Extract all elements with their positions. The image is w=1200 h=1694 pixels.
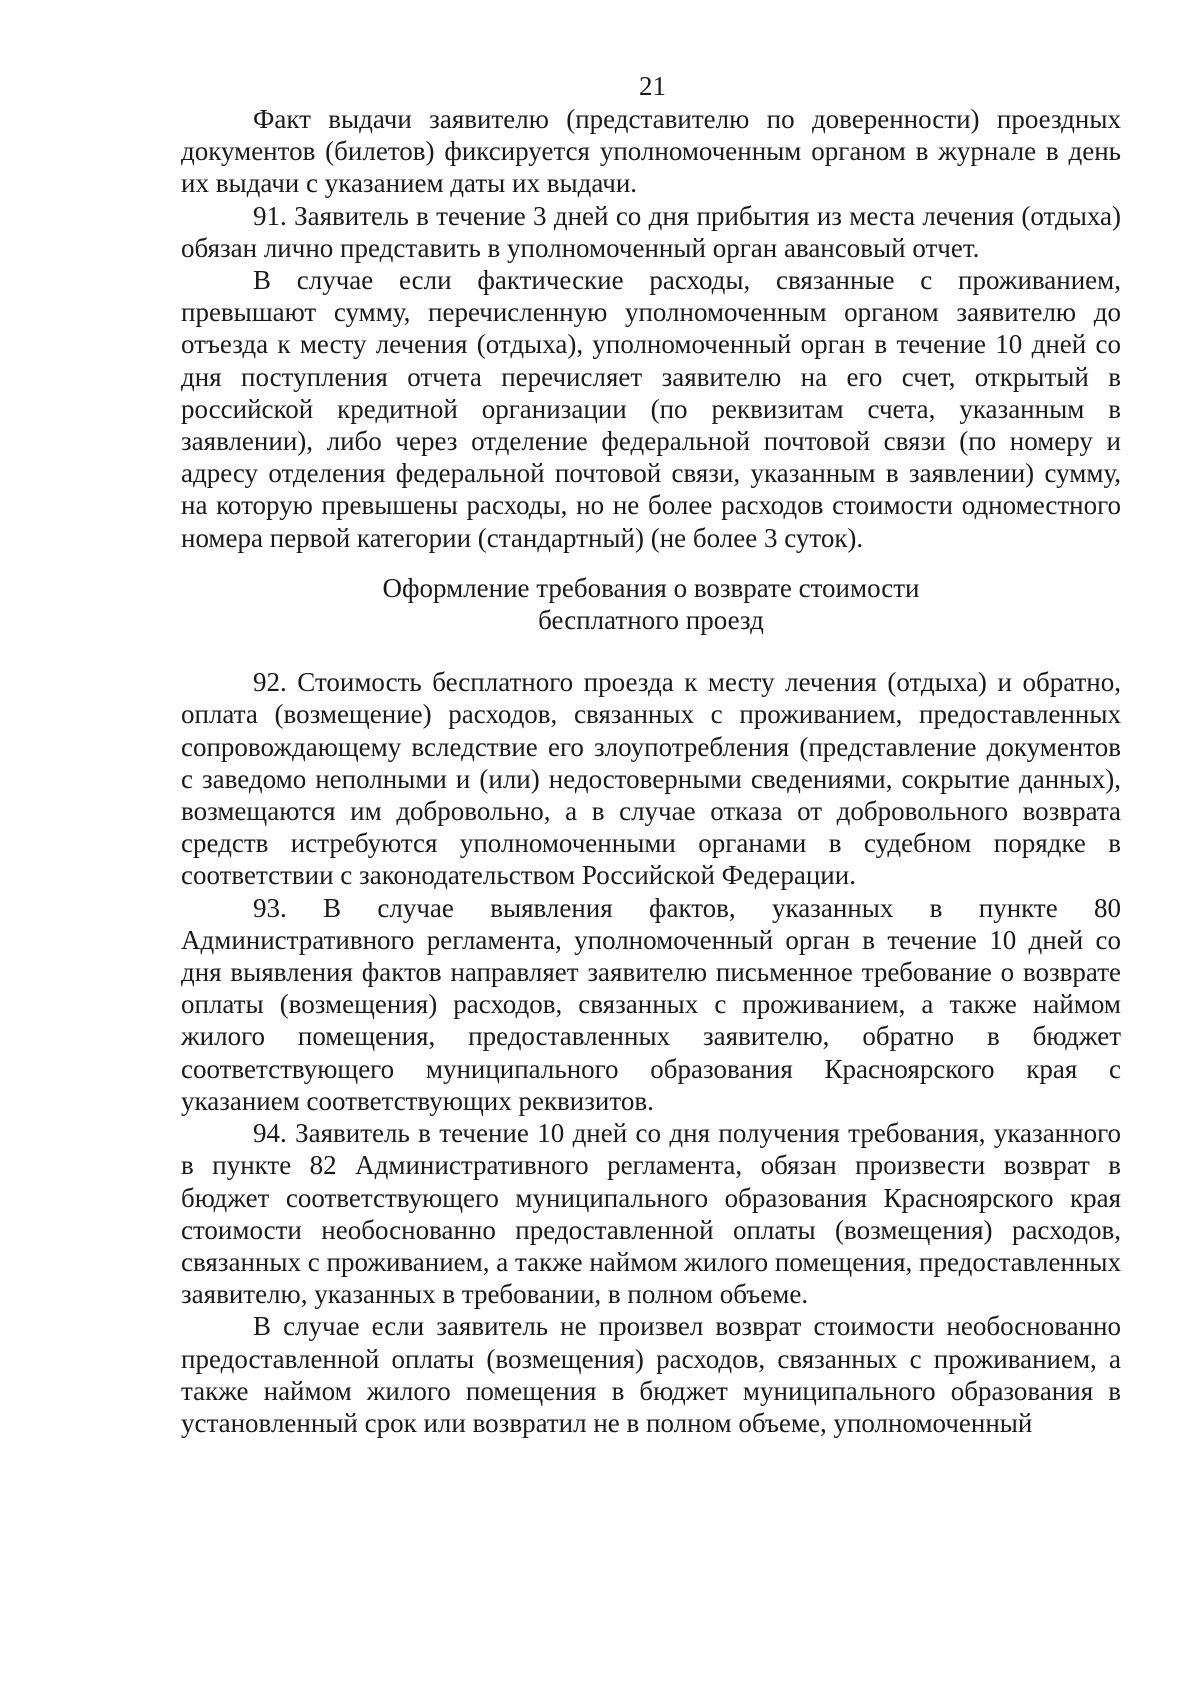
paragraph-92: 92. Стоимость бесплатного проезда к месту лечения (отдыха) и обратно, оплата (возмещение) расходов, связанных с проживанием, предоставленных сопровождающему вследствие его злоупотребления (представление документов с заведомо неполными и (или) недостоверными сведениями, сокрытие данных), возмещаются им добровольно, а в случае отказа от добровольного возврата средств истребуются уполномоченными органами в судебном порядке в соответствии с законодательством Российской Федерации. (181, 667, 1121, 891)
section-heading-line-2: бесплатного проезд (538, 605, 764, 636)
paragraph-93: 93. В случае выявления фактов, указанных в пункте 80 Административного регламента, уполномоченный орган в течение 10 дней со дня выявления фактов направляет заявителю письменное требование о возврате оплаты (возмещения) расходов, связанных с проживанием, а также наймом жилого помещения, предоставленных заявителю, обратно в бюджет соответствующего муниципального образования Красноярского края с указанием соответствующих реквизитов. (181, 892, 1121, 1116)
paragraph-94: 94. Заявитель в течение 10 дней со дня получения требования, указанного в пункте 82 Административного регламента, обязан произвести возврат в бюджет соответствующего муниципального образования Красноярского края стоимости необоснованно предоставленной оплаты (возмещения) расходов, связанных с проживанием, а также наймом жилого помещения, предоставленных заявителю, указанных в требовании, в полном объеме. (181, 1118, 1121, 1310)
document-body (181, 103, 1121, 1439)
paragraph-91-expense-excess: В случае если фактические расходы, связанные с проживанием, превышают сумму, перечисленную уполномоченным органом заявителю до отъезда к месту лечения (отдыха), уполномоченный орган в течение 10 дней со дня поступления отчета перечисляет заявителю на его счет, открытый в российской кредитной организации (по реквизитам счета, указанным в заявлении), либо через отделение федеральной почтовой связи (по номеру и адресу отделения федеральной почтовой связи, указанным в заявлении) сумму, на которую превышены расходы, но не более расходов стоимости одноместного номера первой категории (стандартный) (не более 3 суток). (181, 265, 1121, 553)
section-heading (181, 572, 1121, 636)
paragraph-ticket-issue-record: Факт выдачи заявителю (представителю по доверенности) проездных документов (билетов) фиксируется уполномоченным органом в журнале в день их выдачи с указанием даты их выдачи. (181, 104, 1121, 199)
paragraph-91-advance-report: 91. Заявитель в течение 3 дней со дня прибытия из места лечения (отдыха) обязан лично представить в уполномоченный орган авансовый отчет. (181, 200, 1121, 263)
section-heading-line-1: Оформление требования о возврате стоимости (382, 572, 920, 603)
page-number: 21 (639, 71, 666, 101)
paragraph-94-non-return: В случае если заявитель не произвел возврат стоимости необоснованно предоставленной оплаты (возмещения) расходов, связанных с проживанием, а также наймом жилого помещения в бюджет муниципального образования в установленный срок или возвратил не в полном объеме, уполномоченный (181, 1311, 1121, 1438)
